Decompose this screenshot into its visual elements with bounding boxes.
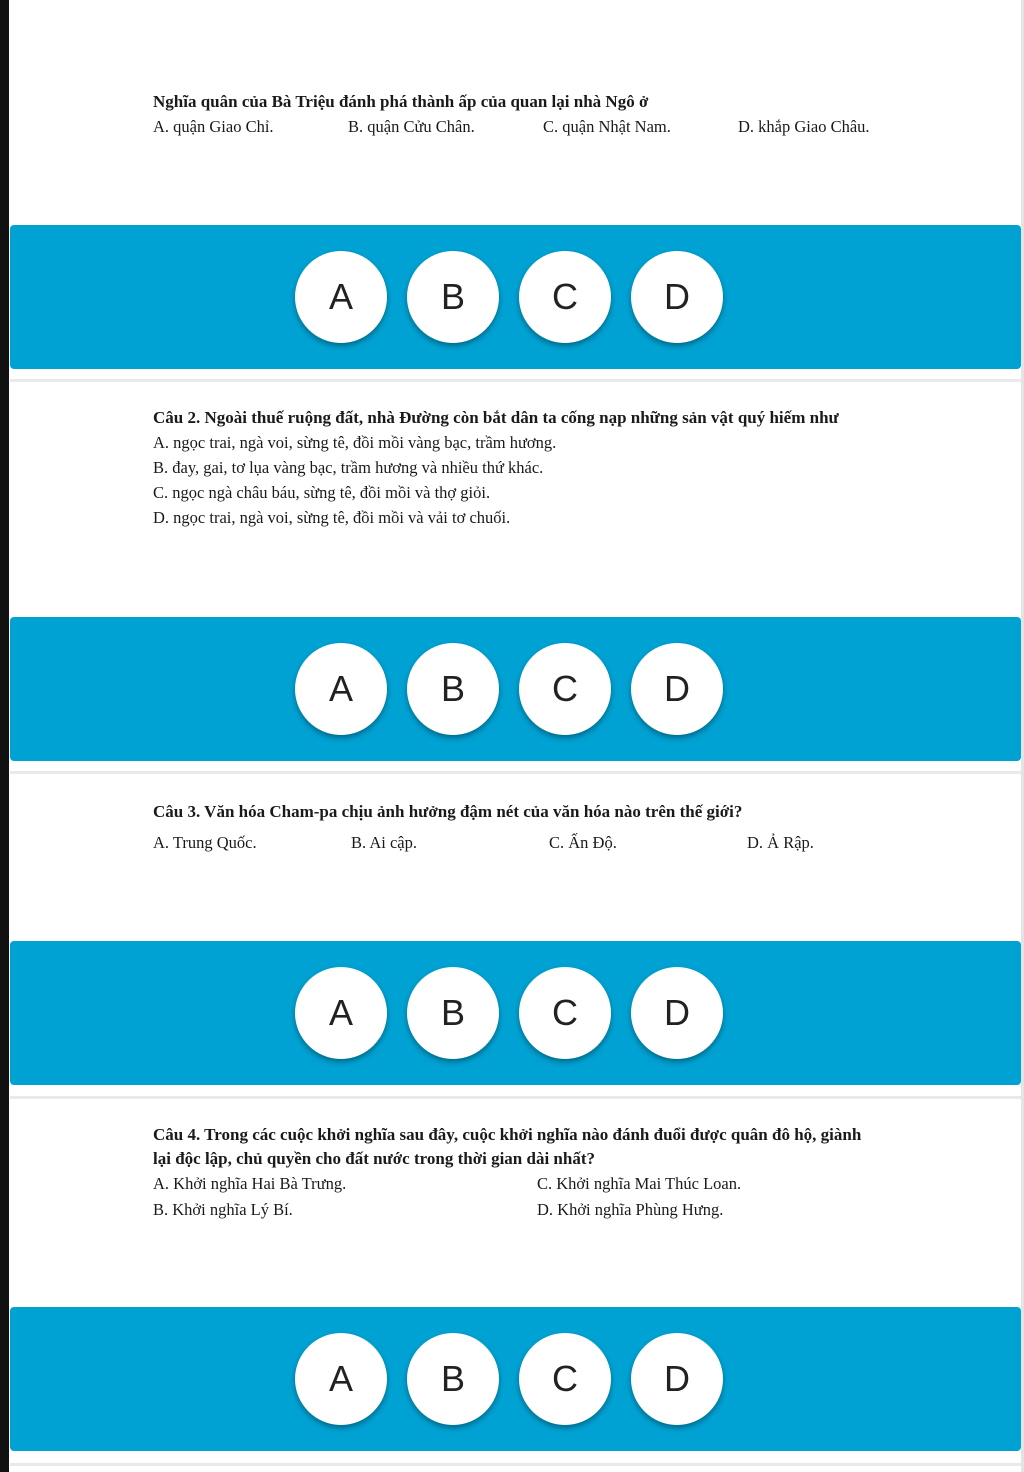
question-4 — [153, 1123, 961, 1223]
question-card-3 — [10, 771, 1021, 941]
answer-d-button[interactable]: D — [631, 1333, 723, 1425]
question-card-4 — [10, 1096, 1021, 1307]
question-stem-line-1: Câu 4. Trong các cuộc khởi nghĩa sau đây, cuộc khởi nghĩa nào đánh đuổi được quân đô hộ, giành — [153, 1125, 862, 1144]
question-stem: Câu 2. Ngoài thuế ruộng đất, nhà Đường còn bắt dân ta cống nạp những sản vật quý hiếm như — [153, 408, 839, 427]
options-row — [153, 114, 961, 140]
answer-c-button[interactable]: C — [519, 1333, 611, 1425]
question-card-2 — [10, 379, 1021, 617]
answer-d-button[interactable]: D — [631, 967, 723, 1059]
option-d: D. Ả Rập. — [747, 833, 814, 852]
answer-band-3 — [10, 941, 1021, 1085]
option-d: D. ngọc trai, ngà voi, sừng tê, đồi mồi và vải tơ chuối. — [153, 508, 511, 527]
options-row-1 — [153, 1171, 961, 1197]
answer-buttons — [10, 1307, 1021, 1451]
options-row — [153, 830, 961, 856]
option-d: D. khắp Giao Châu. — [738, 117, 870, 136]
answer-b-button[interactable]: B — [407, 643, 499, 735]
answer-band-1 — [10, 225, 1021, 369]
answer-a-button[interactable]: A — [295, 1333, 387, 1425]
option-d: D. Khởi nghĩa Phùng Hưng. — [537, 1200, 724, 1219]
options-row-2 — [153, 1197, 961, 1223]
option-c: C. ngọc ngà châu báu, sừng tê, đồi mồi và thợ giỏi. — [153, 483, 491, 502]
answer-b-button[interactable]: B — [407, 967, 499, 1059]
left-edge — [0, 0, 9, 1472]
option-a: A. ngọc trai, ngà voi, sừng tê, đồi mồi vàng bạc, trầm hương. — [153, 433, 557, 452]
question-2 — [153, 406, 961, 530]
question-card-1 — [10, 0, 1021, 225]
question-stem: Nghĩa quân của Bà Triệu đánh phá thành ấp của quan lại nhà Ngô ở — [153, 92, 649, 111]
answer-c-button[interactable]: C — [519, 643, 611, 735]
answer-b-button[interactable]: B — [407, 251, 499, 343]
question-3 — [153, 800, 961, 856]
answer-a-button[interactable]: A — [295, 967, 387, 1059]
answer-c-button[interactable]: C — [519, 251, 611, 343]
option-a: A. Trung Quốc. — [153, 833, 257, 852]
option-c: C. Khởi nghĩa Mai Thúc Loan. — [537, 1174, 742, 1193]
answer-buttons — [10, 225, 1021, 369]
answer-d-button[interactable]: D — [631, 643, 723, 735]
option-a: A. quận Giao Chỉ. — [153, 117, 274, 136]
next-card-edge — [10, 1463, 1021, 1472]
answer-a-button[interactable]: A — [295, 643, 387, 735]
option-c: C. Ấn Độ. — [549, 833, 617, 852]
answer-b-button[interactable]: B — [407, 1333, 499, 1425]
option-b: B. Khởi nghĩa Lý Bí. — [153, 1200, 293, 1219]
answer-buttons — [10, 941, 1021, 1085]
answer-buttons — [10, 617, 1021, 761]
answer-a-button[interactable]: A — [295, 251, 387, 343]
option-a: A. Khởi nghĩa Hai Bà Trưng. — [153, 1174, 347, 1193]
question-stem-line-2: lại độc lập, chủ quyền cho đất nước trong thời gian dài nhất? — [153, 1149, 595, 1168]
option-b: B. Ai cập. — [351, 833, 417, 852]
answer-band-2 — [10, 617, 1021, 761]
question-stem: Câu 3. Văn hóa Cham-pa chịu ảnh hưởng đậm nét của văn hóa nào trên thế giới? — [153, 802, 743, 821]
answer-c-button[interactable]: C — [519, 967, 611, 1059]
option-c: C. quận Nhật Nam. — [543, 117, 671, 136]
answer-d-button[interactable]: D — [631, 251, 723, 343]
answer-band-4 — [10, 1307, 1021, 1451]
question-1 — [153, 90, 961, 140]
option-b: B. đay, gai, tơ lụa vàng bạc, trầm hương và nhiều thứ khác. — [153, 458, 544, 477]
option-b: B. quận Cửu Chân. — [348, 117, 475, 136]
